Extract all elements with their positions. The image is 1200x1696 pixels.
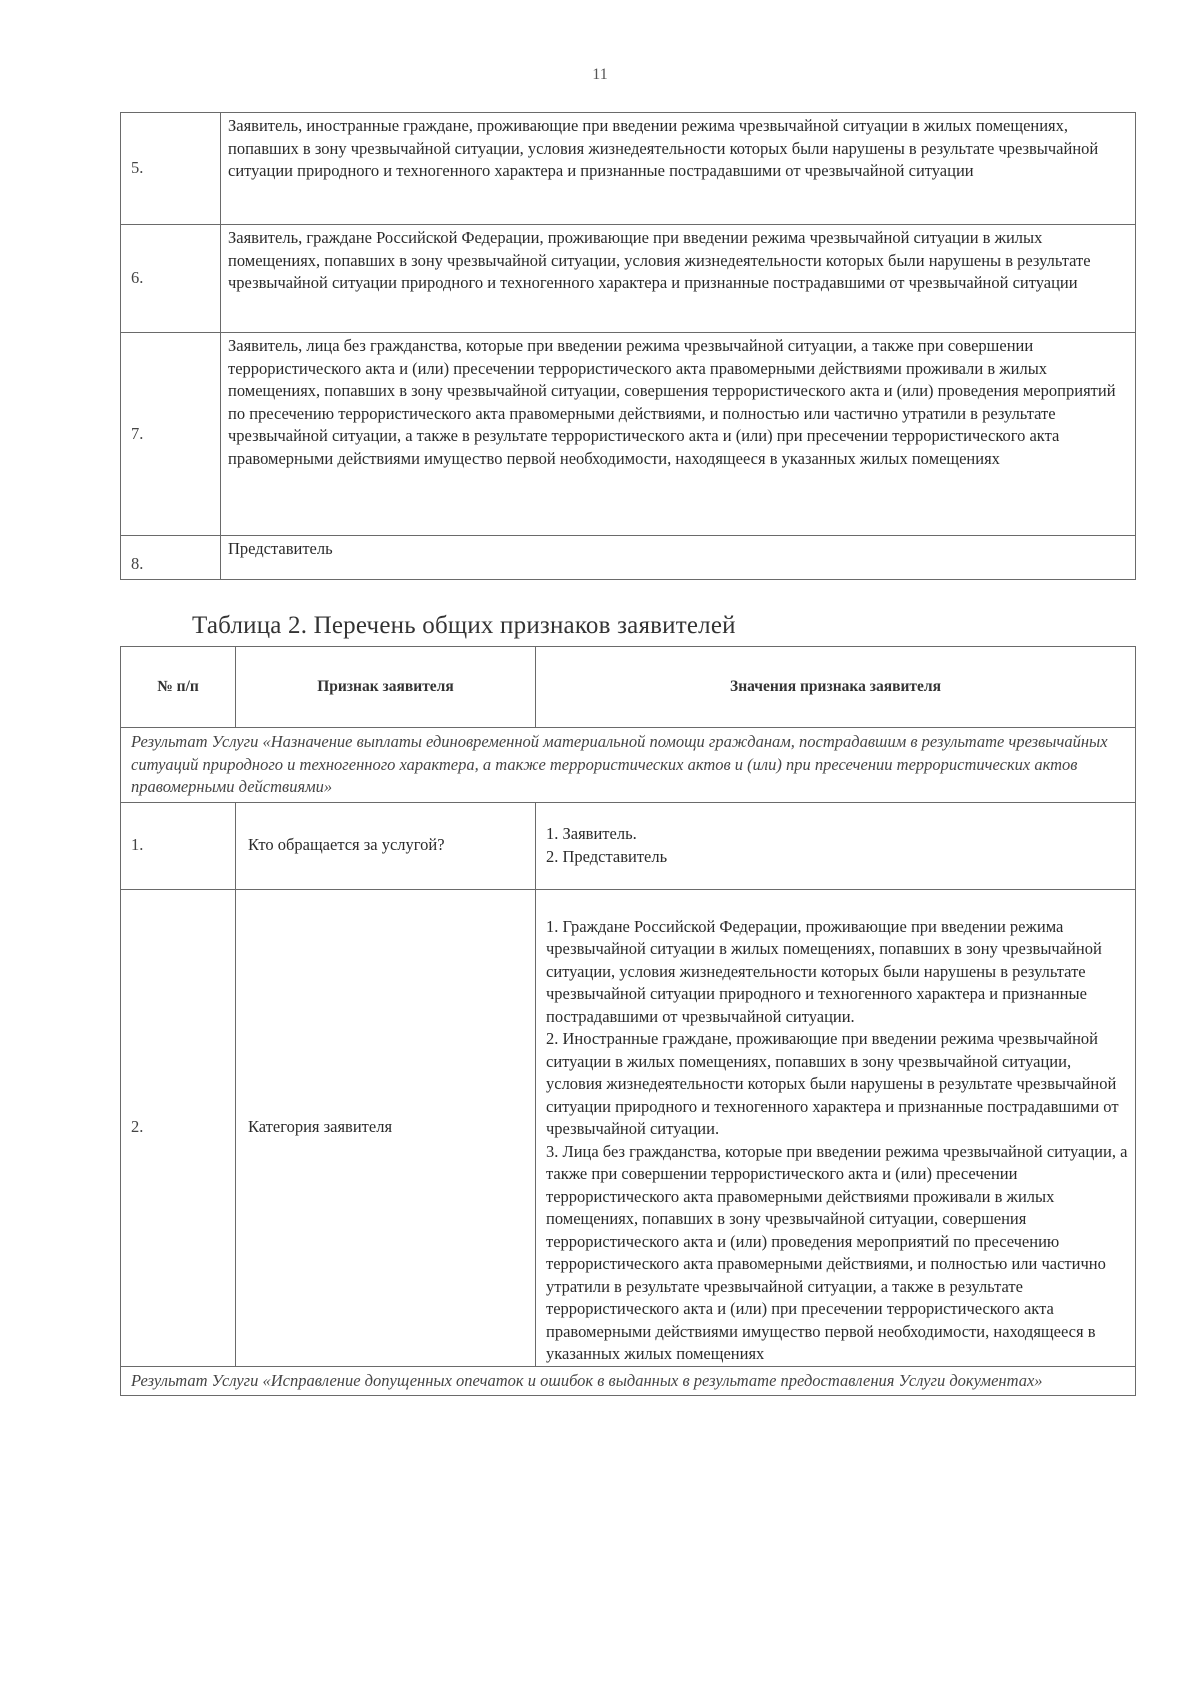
applicants-table-continued: [120, 112, 1136, 580]
row-number: 2.: [121, 889, 236, 1366]
attribute-values: [536, 889, 1136, 1366]
row-text: Заявитель, лица без гражданства, которые при введении режима чрезвычайной ситуации, а также при совершении террористического акта и (или) пресечении террористического акта правомерными действиями проживали в жилых помещениях, попавших в зону чрезвычайной ситуации, совершения террористического акта и (или) проведения мероприятий по пресечению террористического акта правомерными действиями, и полностью или частично утратили в результате чрезвычайной ситуации, а также в результате террористического акта и (или) при пресечении террористического акта правомерными действиями имущество первой необходимости, находящееся в указанных жилых помещениях: [221, 333, 1136, 536]
value-item: 3. Лица без гражданства, которые при введении режима чрезвычайной ситуации, а также при совершении террористического акта и (или) пресечении террористического акта правомерными действиями проживали в жилых помещениях, попавших в зону чрезвычайной ситуации, совершения террористического акта и (или) проведения мероприятий по пресечению террористического акта правомерными действиями, и полностью или частично утратили в результате чрезвычайной ситуации, а также в результате террористического акта и (или) при пресечении террористического акта правомерными действиями имущество первой необходимости, находящееся в указанных жилых помещениях: [546, 1141, 1128, 1363]
table-row: [121, 333, 1136, 536]
table-row: [121, 536, 1136, 580]
result-row: [121, 728, 1136, 803]
applicant-attributes-table: [120, 646, 1136, 1396]
page-number: 11: [592, 66, 608, 83]
value-item: 1. Заявитель.: [546, 824, 637, 843]
row-number: 6.: [121, 225, 221, 333]
value-item: 1. Граждане Российской Федерации, проживающие при введении режима чрезвычайной ситуации в жилых помещениях, попавших в зону чрезвычайной ситуации, условия жизнедеятельности которых были нарушены в результате чрезвычайной ситуации природного и техногенного характера и признанные пострадавшими от чрезвычайной ситуации.: [546, 916, 1102, 1026]
attribute-label: Кто обращается за услугой?: [236, 802, 536, 889]
table-header-row: [121, 647, 1136, 728]
value-item: 2. Иностранные граждане, проживающие при введении режима чрезвычайной ситуации в жилых помещениях, попавших в зону чрезвычайной ситуации, условия жизнедеятельности которых были нарушены в результате чрезвычайной ситуации природного и техногенного характера и признанные пострадавшими от чрезвычайной ситуации.: [546, 1029, 1119, 1138]
header-values: Значения признака заявителя: [536, 647, 1136, 728]
table-2-caption: Таблица 2. Перечень общих признаков заявителей: [192, 612, 736, 639]
table-row: [121, 889, 1136, 1366]
table-row: [121, 113, 1136, 225]
attribute-values: [536, 802, 1136, 889]
row-text: Заявитель, иностранные граждане, проживающие при введении режима чрезвычайной ситуации в жилых помещениях, попавших в зону чрезвычайной ситуации, условия жизнедеятельности которых были нарушены в результате чрезвычайной ситуации природного и техногенного характера и признанные пострадавшими от чрезвычайной ситуации: [221, 113, 1136, 225]
value-item: 2. Представитель: [546, 846, 668, 866]
result-row: [121, 1366, 1136, 1396]
header-attribute: Признак заявителя: [236, 647, 536, 728]
row-number: 1.: [121, 802, 236, 889]
row-number: 7.: [121, 333, 221, 536]
attribute-label: Категория заявителя: [236, 889, 536, 1366]
table-row: [121, 225, 1136, 333]
header-number: № п/п: [121, 647, 236, 728]
result-section-heading: Результат Услуги «Назначение выплаты единовременной материальной помощи гражданам, пострадавшим в результате чрезвычайных ситуаций природного и техногенного характера, а также террористических актов и (или) при пресечении террористических актов правомерными действиями»: [121, 728, 1136, 803]
result-section-heading: Результат Услуги «Исправление допущенных опечаток и ошибок в выданных в результате предоставления Услуги документах»: [121, 1366, 1136, 1396]
row-text: Заявитель, граждане Российской Федерации, проживающие при введении режима чрезвычайной ситуации в жилых помещениях, попавших в зону чрезвычайной ситуации, условия жизнедеятельности которых были нарушены в результате чрезвычайной ситуации природного и техногенного характера и признанные пострадавшими от чрезвычайной ситуации: [221, 225, 1136, 333]
table-row: [121, 802, 1136, 889]
row-number: 8.: [121, 536, 221, 580]
row-number: 5.: [121, 113, 221, 225]
row-text: Представитель: [221, 536, 1136, 580]
